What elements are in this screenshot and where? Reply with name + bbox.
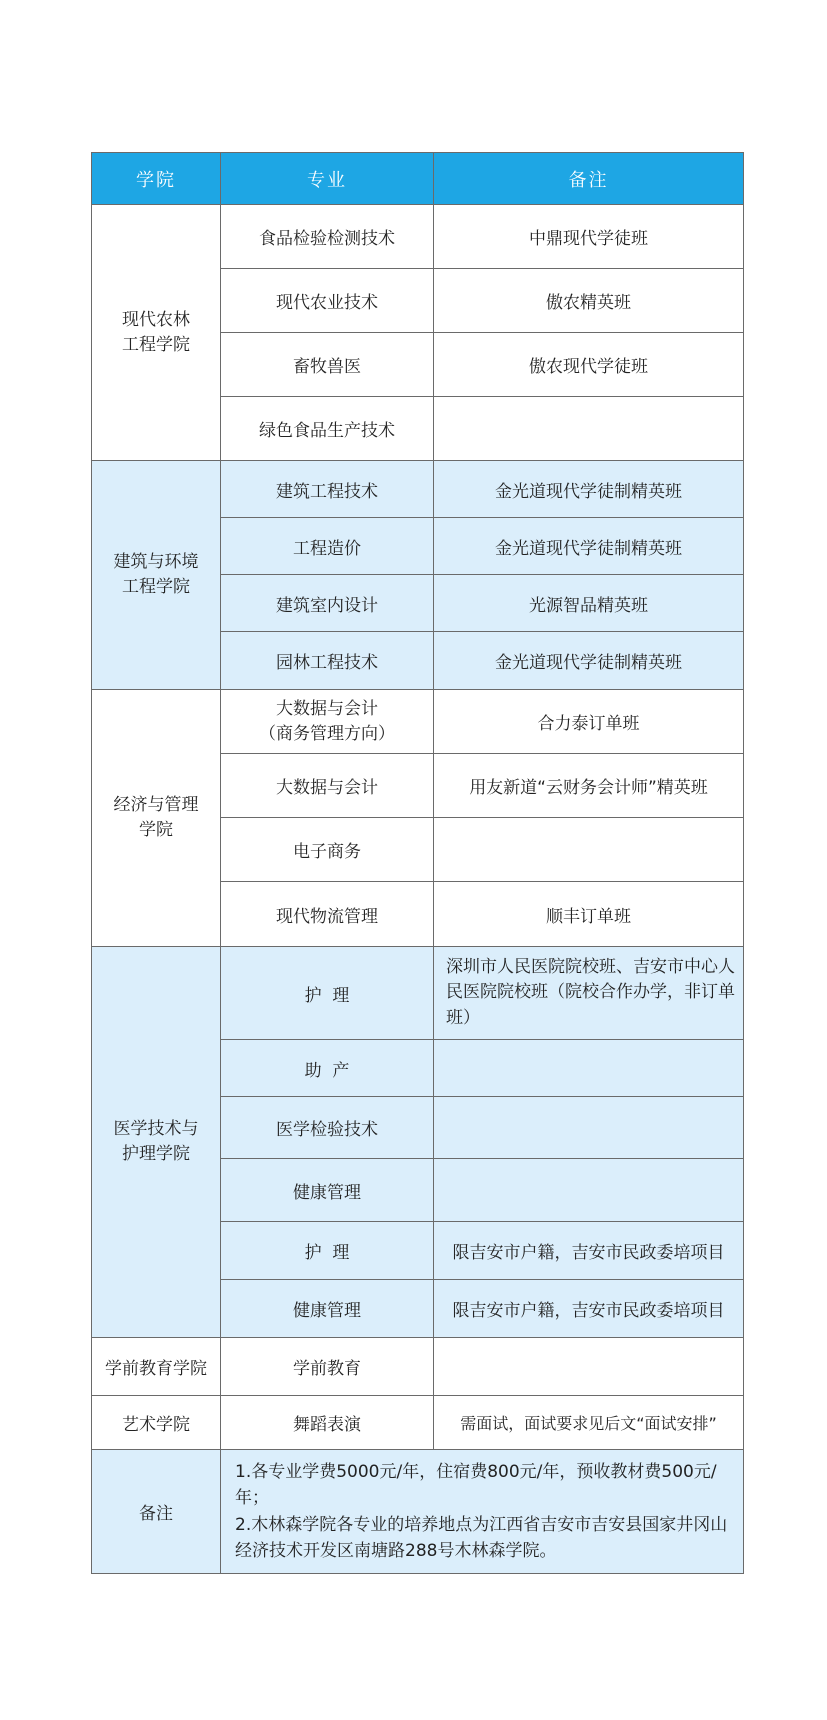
major-cell: 建筑工程技术 [221,461,434,518]
major-cell: 助 产 [221,1040,434,1097]
remark-cell: 深圳市人民医院院校班、吉安市中心人民医院院校班（院校合作办学，非订单班） [434,947,744,1040]
notes-row [92,1450,744,1574]
remark-cell: 金光道现代学徒制精英班 [434,461,744,518]
majors-table [91,152,744,1574]
table-row [92,461,744,518]
remark-cell: 金光道现代学徒制精英班 [434,632,744,690]
remark-cell [434,1040,744,1097]
notes-content [221,1450,744,1574]
college-cell: 现代农林 工程学院 [92,205,221,461]
major-cell: 护 理 [221,947,434,1040]
remark-cell: 傲农现代学徒班 [434,333,744,397]
major-cell: 健康管理 [221,1159,434,1222]
remark-cell: 金光道现代学徒制精英班 [434,518,744,575]
note-item-1: 1.各专业学费5000元/年，住宿费800元/年，预收教材费500元/年； [235,1461,717,1509]
remark-cell: 顺丰订单班 [434,882,744,947]
header-major: 专业 [221,153,434,205]
major-cell: 食品检验检测技术 [221,205,434,269]
major-cell: 绿色食品生产技术 [221,397,434,461]
major-cell: 大数据与会计 （商务管理方向） [221,690,434,754]
major-cell: 大数据与会计 [221,754,434,818]
table-row [92,205,744,269]
table-row [92,947,744,1040]
major-cell: 工程造价 [221,518,434,575]
table-row [92,1338,744,1396]
major-cell: 现代物流管理 [221,882,434,947]
remark-cell: 需面试，面试要求见后文“面试安排” [434,1396,744,1450]
remark-cell: 光源智品精英班 [434,575,744,632]
header-remark: 备注 [434,153,744,205]
college-cell: 建筑与环境 工程学院 [92,461,221,690]
major-cell: 舞蹈表演 [221,1396,434,1450]
major-cell: 学前教育 [221,1338,434,1396]
major-cell: 护 理 [221,1222,434,1280]
major-cell: 医学检验技术 [221,1097,434,1159]
remark-cell: 限吉安市户籍，吉安市民政委培项目 [434,1280,744,1338]
major-cell: 健康管理 [221,1280,434,1338]
table-header-row [92,153,744,205]
remark-cell: 合力泰订单班 [434,690,744,754]
remark-cell [434,1159,744,1222]
header-college: 学院 [92,153,221,205]
college-cell: 艺术学院 [92,1396,221,1450]
note-item-2: 2.木林森学院各专业的培养地点为江西省吉安市吉安县国家井冈山经济技术开发区南塘路288号木林森学院。 [235,1514,728,1561]
remark-cell [434,818,744,882]
remark-cell [434,1338,744,1396]
remark-cell [434,397,744,461]
notes-label: 备注 [92,1450,221,1574]
remark-cell [434,1097,744,1159]
remark-cell: 用友新道“云财务会计师”精英班 [434,754,744,818]
major-cell: 畜牧兽医 [221,333,434,397]
table-row [92,690,744,754]
college-cell: 学前教育学院 [92,1338,221,1396]
major-cell: 电子商务 [221,818,434,882]
college-cell: 经济与管理 学院 [92,690,221,947]
remark-cell: 傲农精英班 [434,269,744,333]
remark-cell: 限吉安市户籍，吉安市民政委培项目 [434,1222,744,1280]
major-cell: 园林工程技术 [221,632,434,690]
major-cell: 现代农业技术 [221,269,434,333]
table-row [92,1396,744,1450]
major-cell: 建筑室内设计 [221,575,434,632]
remark-cell: 中鼎现代学徒班 [434,205,744,269]
college-cell: 医学技术与 护理学院 [92,947,221,1338]
